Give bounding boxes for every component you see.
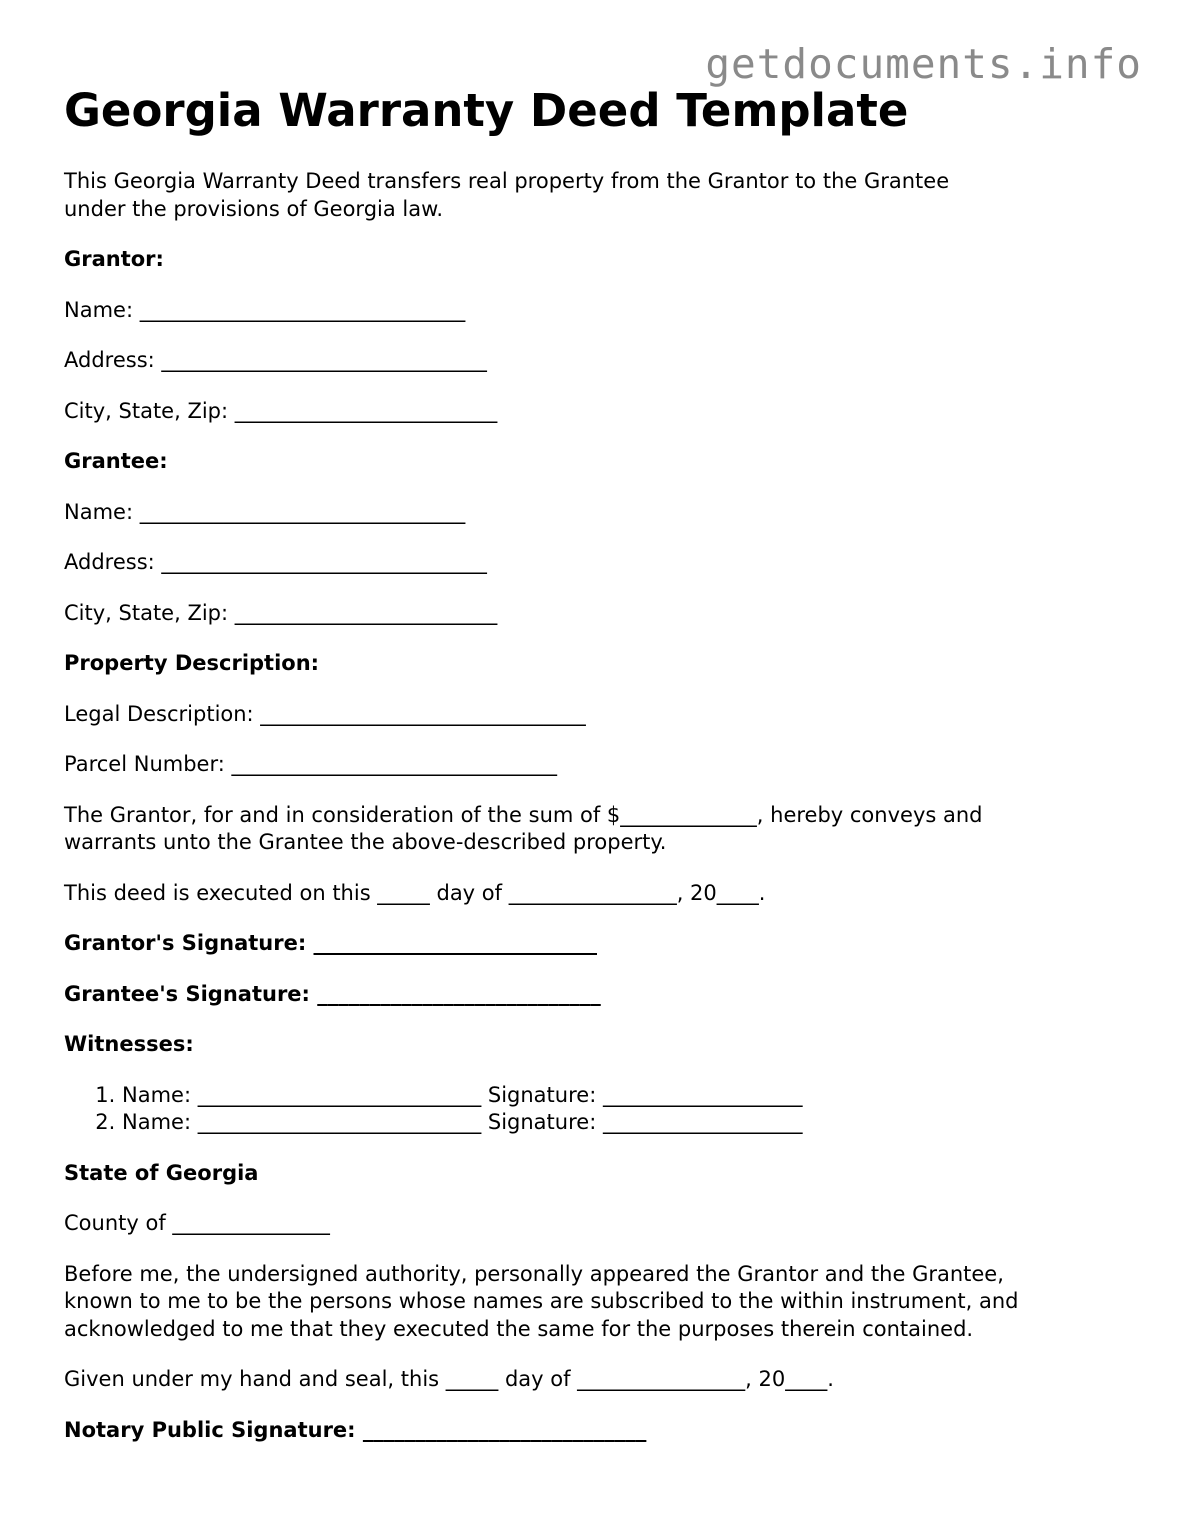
consideration-line: warrants unto the Grantee the above-described property.	[64, 830, 667, 854]
page-title: Georgia Warranty Deed Template	[64, 84, 909, 137]
grantor-heading: Grantor:	[64, 247, 164, 271]
document-body	[64, 80, 1124, 1444]
given-date-line: Given under my hand and seal, this _____ day of ________________, 20____.	[64, 1367, 834, 1391]
witness-list	[64, 1082, 1124, 1137]
notary-state-heading: State of Georgia	[64, 1160, 259, 1185]
consideration-line: The Grantor, for and in consideration of the sum of $_____________, hereby conveys and	[64, 802, 983, 827]
grantee-heading: Grantee:	[64, 449, 168, 473]
grantee-city-field: City, State, Zip: _________________________	[64, 600, 498, 625]
witness-item: 2. Name: ___________________________ Signature: ___________________	[122, 1109, 1124, 1137]
acknowledgment-line: acknowledged to me that they executed the same for the purposes therein contained.	[64, 1316, 974, 1341]
grantee-address-field: Address: _______________________________	[64, 550, 487, 574]
acknowledgment-line: Before me, the undersigned authority, personally appeared the Grantor and the Grantee,	[64, 1261, 1004, 1286]
grantor-address-field: Address: _______________________________	[64, 348, 487, 372]
grantor-signature-line: Grantor's Signature: ___________________________	[64, 931, 598, 955]
grantor-city-field: City, State, Zip: _________________________	[64, 398, 498, 423]
parcel-number-field: Parcel Number: _______________________________	[64, 752, 557, 776]
property-heading: Property Description:	[64, 651, 320, 675]
acknowledgment-paragraph	[64, 1261, 1124, 1344]
grantor-name-field: Name: _______________________________	[64, 297, 466, 322]
intro-line: This Georgia Warranty Deed transfers real property from the Grantor to the Grantee	[64, 169, 950, 193]
consideration-paragraph	[64, 802, 1124, 857]
grantee-name-field: Name: _______________________________	[64, 499, 466, 524]
grantee-signature-line: Grantee's Signature: ___________________________	[64, 981, 601, 1006]
execution-date-line: This deed is executed on this _____ day of ________________, 20____.	[64, 880, 766, 905]
intro-paragraph	[64, 168, 1124, 223]
witnesses-heading: Witnesses:	[64, 1032, 194, 1056]
legal-description-field: Legal Description: _______________________________	[64, 701, 586, 726]
intro-line: under the provisions of Georgia law.	[64, 196, 444, 221]
watermark: getdocuments.info	[705, 40, 1142, 88]
county-field: County of _______________	[64, 1211, 330, 1235]
notary-signature-line: Notary Public Signature: ___________________________	[64, 1417, 647, 1442]
acknowledgment-line: known to me to be the persons whose names are subscribed to the within instrument, and	[64, 1289, 1019, 1313]
witness-item: 1. Name: ___________________________ Signature: ___________________	[122, 1082, 1124, 1110]
